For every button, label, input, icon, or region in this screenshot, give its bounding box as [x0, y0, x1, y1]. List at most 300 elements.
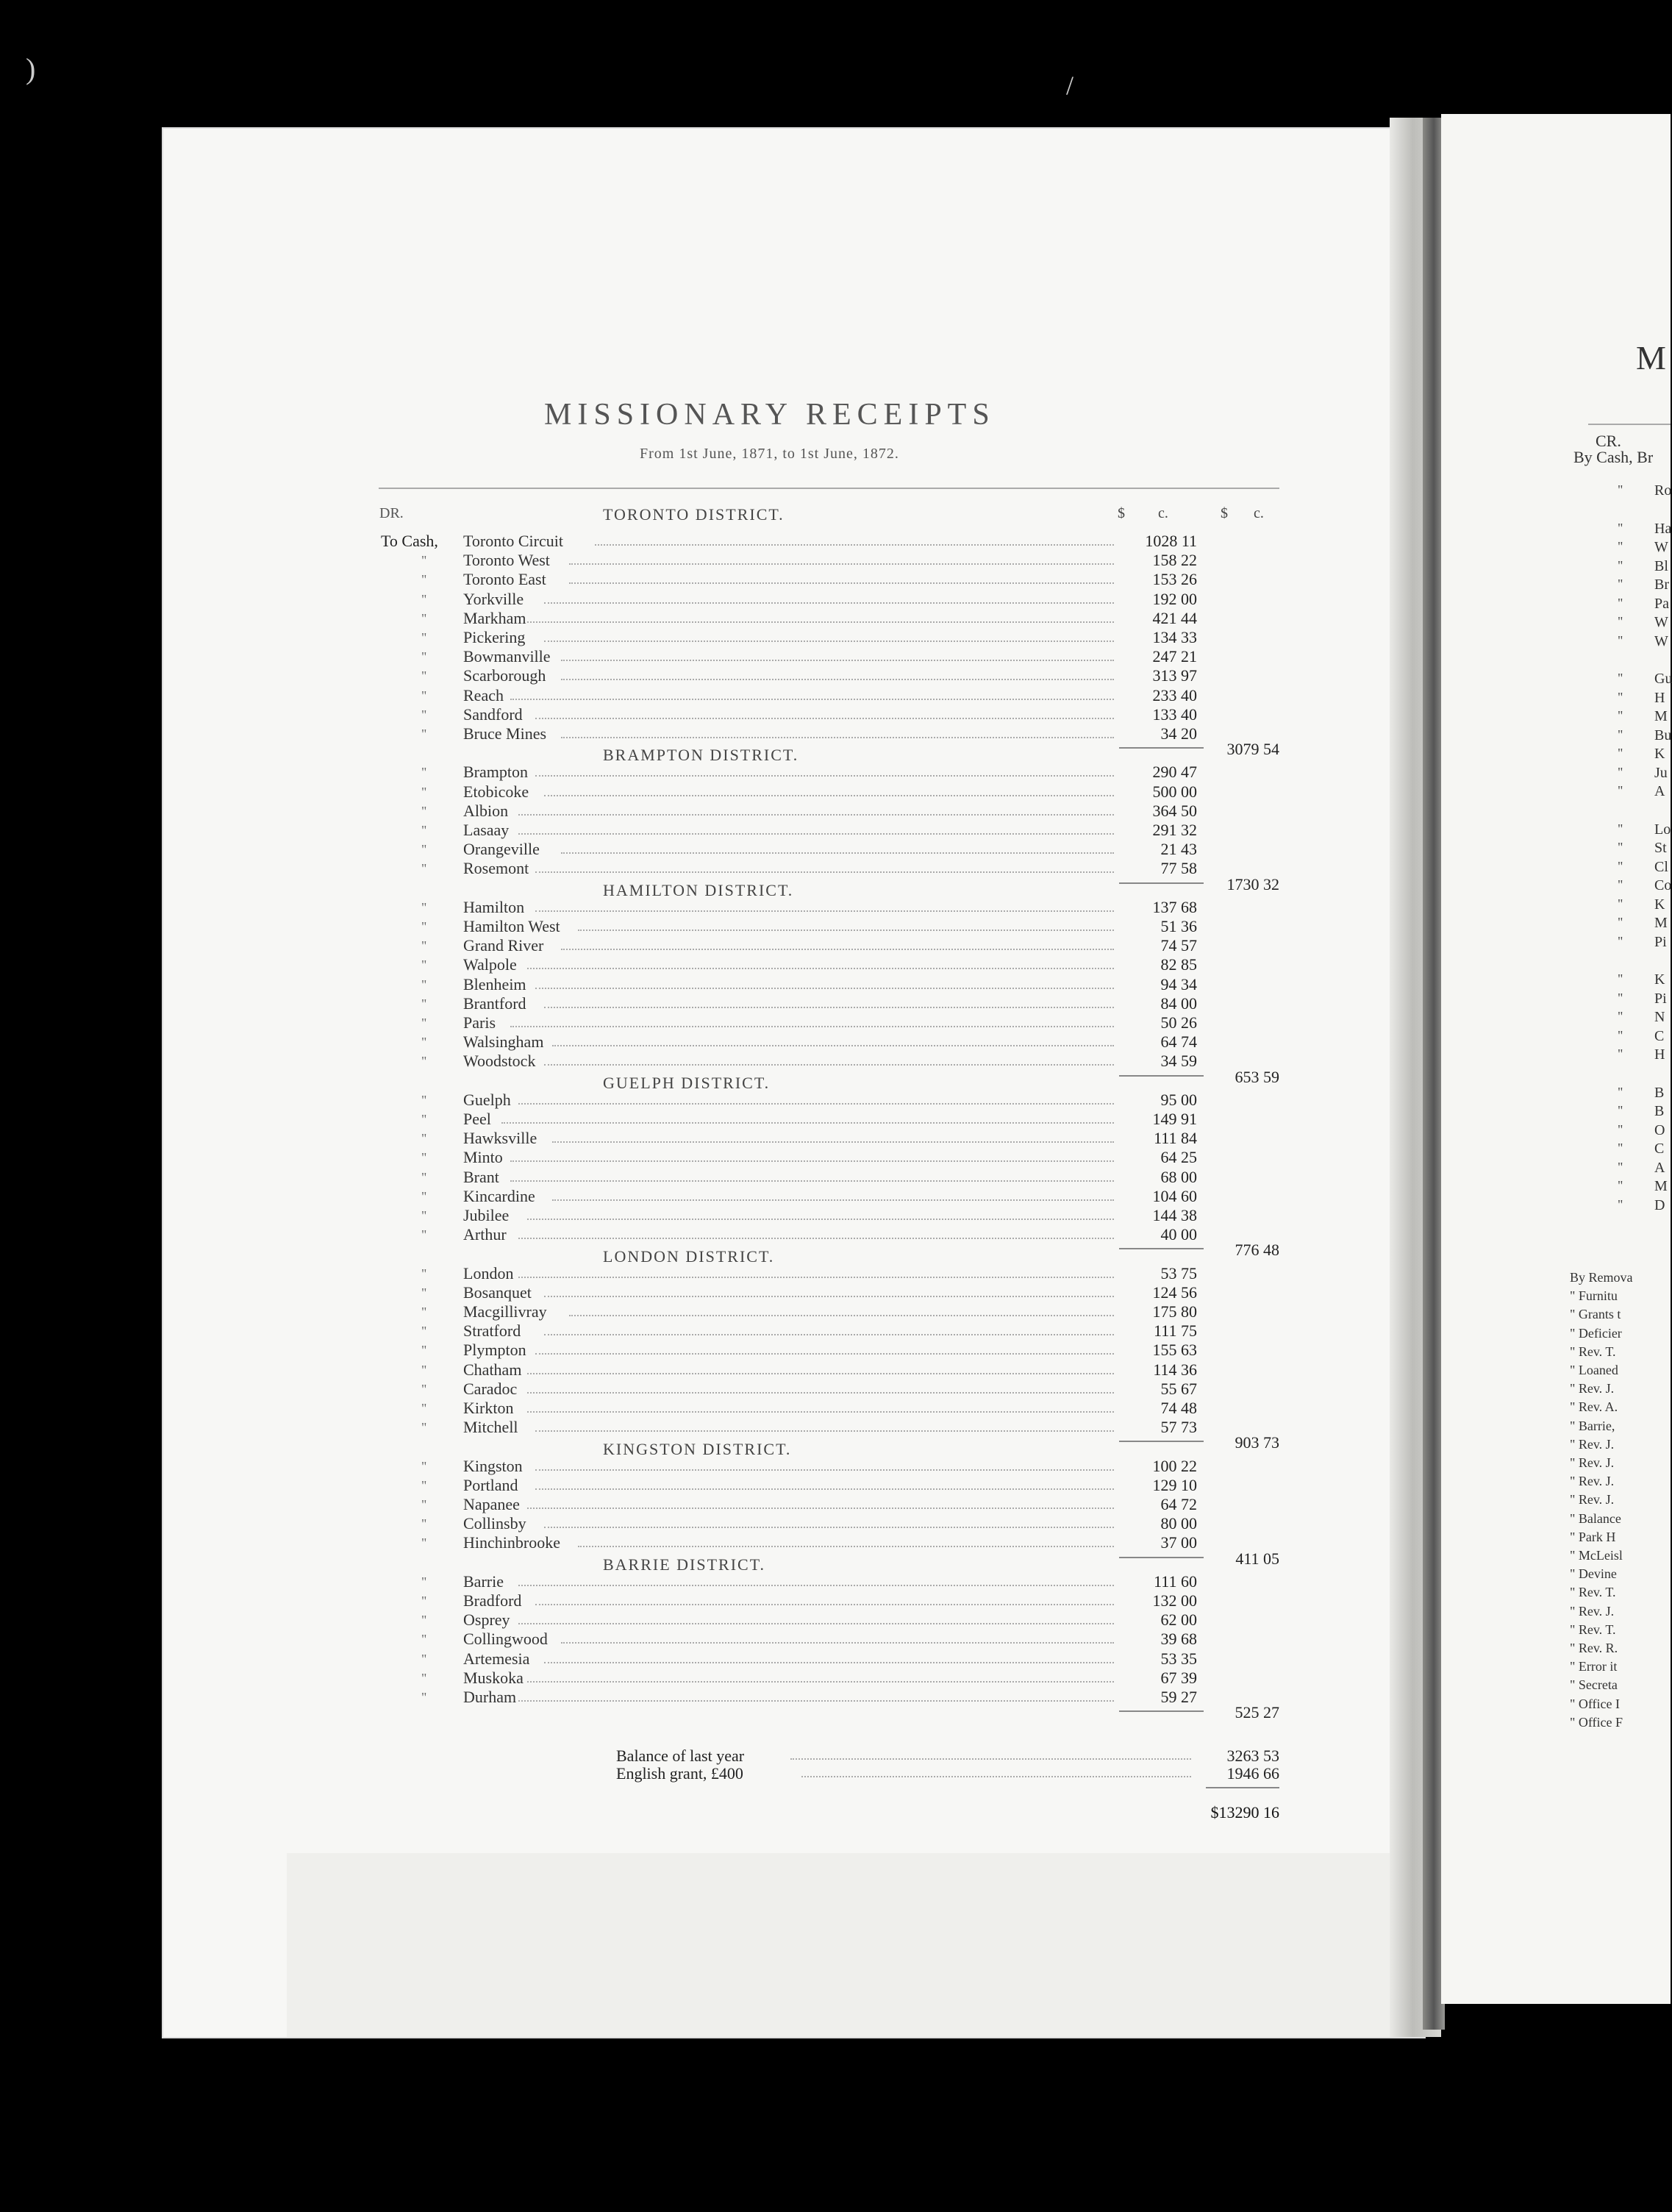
circuit-name: Artemesia — [463, 1649, 530, 1668]
ledger-row — [0, 1611, 1323, 1629]
circuit-name: Muskoka — [463, 1668, 524, 1687]
circuit-name: Yorkville — [463, 589, 524, 608]
dot-leader — [527, 1506, 1115, 1509]
right-entry-fragment: Ha — [1654, 520, 1672, 537]
district-heading: HAMILTON DISTRICT. — [603, 880, 794, 899]
circuit-amount: 74 57 — [1160, 936, 1197, 955]
circuit-amount: 175 80 — [1152, 1302, 1197, 1321]
ditto-mark: " — [421, 996, 427, 1011]
ledger-row — [0, 706, 1323, 724]
circuit-amount: 74 48 — [1160, 1399, 1197, 1417]
right-entry-fragment: Cl — [1654, 858, 1668, 875]
dot-leader — [561, 1641, 1115, 1644]
ditto-mark: " — [421, 899, 427, 915]
circuit-name: Guelph — [463, 1090, 511, 1109]
circuit-amount: 64 72 — [1160, 1495, 1197, 1513]
dot-leader — [510, 1024, 1115, 1027]
circuit-amount: 68 00 — [1160, 1167, 1197, 1186]
ledger-row — [0, 1399, 1323, 1417]
ledger-row — [0, 667, 1323, 685]
dot-leader — [535, 1602, 1114, 1605]
page-bottom-area — [287, 1853, 1390, 2037]
circuit-name: Walsingham — [463, 1032, 544, 1052]
ditto-mark: " — [421, 1477, 427, 1493]
right-entry-fragment: H — [1654, 1046, 1665, 1063]
circuit-name: Blenheim — [463, 974, 526, 993]
right-entry-fragment: C — [1654, 1027, 1665, 1044]
grant-row — [0, 1764, 1323, 1782]
ditto-mark: " — [421, 1188, 427, 1204]
right-lower-line: " Furnitu — [1570, 1288, 1618, 1304]
ledger-row — [0, 591, 1323, 608]
circuit-amount: 104 60 — [1152, 1186, 1197, 1205]
dot-leader — [510, 1179, 1115, 1182]
right-lower-line: " Devine — [1570, 1566, 1617, 1582]
right-lower-line: " Deficier — [1570, 1325, 1622, 1341]
right-entry-fragment: Ju — [1654, 764, 1668, 781]
right-lower-line: " Rev. R. — [1570, 1641, 1618, 1655]
ledger-row — [0, 1515, 1323, 1533]
ledger-row — [0, 1458, 1323, 1475]
circuit-amount: 364 50 — [1152, 801, 1197, 820]
ledger-row — [0, 1669, 1323, 1687]
ledger-row — [0, 783, 1323, 801]
ditto-mark: " — [421, 1208, 427, 1223]
right-entry-fragment: A — [1654, 1159, 1665, 1176]
ledger-row — [0, 918, 1323, 935]
circuit-name: Kingston — [463, 1456, 523, 1475]
cash-prefix: To Cash, — [381, 532, 438, 550]
circuit-amount: 94 34 — [1160, 974, 1197, 993]
ledger-row — [0, 1169, 1323, 1186]
circuit-amount: 67 39 — [1160, 1668, 1197, 1687]
subtotal-rule — [1119, 882, 1204, 884]
ditto-mark: " — [1618, 632, 1623, 648]
circuit-amount: 153 26 — [1152, 570, 1197, 589]
ledger-row — [0, 860, 1323, 877]
dot-leader — [544, 601, 1115, 604]
ditto-mark: " — [421, 1632, 427, 1647]
circuit-amount: 62 00 — [1160, 1610, 1197, 1630]
district-total: 903 73 — [1235, 1433, 1279, 1452]
ditto-mark: " — [1618, 1027, 1623, 1043]
circuit-name: Scarborough — [463, 666, 546, 685]
circuit-amount: 111 75 — [1154, 1321, 1197, 1341]
right-entry-fragment: H — [1654, 689, 1665, 706]
circuit-name: Woodstock — [463, 1052, 536, 1071]
circuit-name: Brant — [463, 1167, 499, 1186]
ditto-mark: " — [421, 957, 427, 973]
circuit-name: Etobicoke — [463, 782, 529, 801]
circuit-name: Bosanquet — [463, 1282, 532, 1302]
circuit-amount: 500 00 — [1152, 782, 1197, 801]
right-entry-fragment: K — [1654, 971, 1665, 988]
ledger-row — [0, 1188, 1323, 1205]
ledger-row — [0, 552, 1323, 569]
circuit-name: Macgillivray — [463, 1302, 547, 1321]
dot-leader — [527, 1371, 1115, 1374]
circuit-amount: 132 00 — [1152, 1591, 1197, 1610]
right-entry-fragment: O — [1654, 1121, 1665, 1138]
ledger-row — [0, 1650, 1323, 1668]
right-lower-line: " Loaned — [1570, 1363, 1618, 1377]
right-lower-line: " Rev. J. — [1570, 1381, 1615, 1396]
right-lower-line: " Balance — [1570, 1510, 1621, 1526]
dot-leader — [518, 1102, 1114, 1105]
dot-leader — [535, 1468, 1114, 1471]
dot-leader — [510, 1159, 1115, 1162]
ledger-row — [0, 1477, 1323, 1494]
circuit-name: Bradford — [463, 1591, 522, 1610]
ditto-mark: " — [421, 1362, 427, 1377]
ditto-mark: " — [1618, 1046, 1623, 1061]
right-lower-line: " Rev. T. — [1570, 1585, 1616, 1600]
right-entry-fragment: Lo — [1654, 821, 1671, 838]
right-entry-fragment: Co — [1654, 877, 1672, 893]
ledger-row — [0, 1419, 1323, 1436]
circuit-amount: 77 58 — [1160, 859, 1197, 878]
dot-leader — [535, 986, 1114, 989]
circuit-amount: 84 00 — [1160, 993, 1197, 1013]
right-lower-line: " McLeisl — [1570, 1548, 1623, 1563]
ditto-mark: " — [421, 1285, 427, 1300]
dot-leader — [552, 1198, 1114, 1201]
ditto-mark: " — [1618, 858, 1623, 874]
dot-leader — [535, 1429, 1114, 1432]
dot-leader — [535, 1487, 1114, 1490]
ledger-row — [0, 899, 1323, 916]
subtotal-rule — [1119, 747, 1204, 749]
circuit-name: Brampton — [463, 763, 528, 782]
district-total: 411 05 — [1235, 1549, 1279, 1568]
ledger-row — [0, 1496, 1323, 1513]
ledger-row — [0, 687, 1323, 704]
ditto-mark: " — [421, 1305, 427, 1319]
circuit-amount: 34 59 — [1160, 1052, 1197, 1071]
scan-artifact: / — [1066, 71, 1074, 100]
circuit-amount: 59 27 — [1160, 1688, 1197, 1706]
dot-leader — [790, 1757, 1191, 1760]
ditto-mark: " — [1618, 1121, 1623, 1137]
circuit-amount: 192 00 — [1152, 589, 1197, 608]
ditto-mark: " — [1618, 990, 1623, 1005]
dot-leader — [569, 562, 1114, 565]
circuit-name: Osprey — [463, 1610, 510, 1630]
dot-leader — [527, 1217, 1115, 1220]
dot-leader — [518, 1236, 1114, 1239]
ledger-row — [0, 629, 1323, 646]
scan-artifact: ) — [26, 52, 36, 85]
circuit-name: Plympton — [463, 1341, 526, 1360]
ditto-mark: " — [1618, 1141, 1623, 1155]
ledger-row — [0, 1207, 1323, 1224]
ledger-row — [0, 648, 1323, 666]
circuit-amount: 291 32 — [1152, 821, 1197, 839]
ledger-row — [0, 610, 1323, 627]
ditto-mark: " — [421, 1343, 427, 1358]
ledger-row — [0, 802, 1323, 820]
ledger-row — [0, 1226, 1323, 1244]
balance-amount: 3263 53 — [1226, 1747, 1279, 1765]
balance-label: Balance of last year — [616, 1747, 745, 1765]
ledger-row — [0, 976, 1323, 993]
right-lower-line: By Remova — [1570, 1270, 1633, 1285]
ditto-mark: " — [421, 1651, 427, 1666]
ditto-mark: " — [1618, 764, 1623, 779]
dot-leader — [801, 1774, 1191, 1777]
dot-leader — [518, 1621, 1114, 1624]
district-total: 3079 54 — [1226, 740, 1279, 759]
circuit-name: Jubilee — [463, 1206, 510, 1224]
circuit-name: Walpole — [463, 955, 517, 974]
dot-leader — [561, 947, 1115, 950]
circuit-name: Caradoc — [463, 1379, 518, 1398]
circuit-amount: 290 47 — [1152, 763, 1197, 782]
ditto-mark: " — [421, 823, 427, 838]
ditto-mark: " — [421, 861, 427, 877]
ledger-row — [0, 821, 1323, 839]
dot-leader — [544, 639, 1115, 642]
ditto-mark: " — [421, 630, 427, 645]
circuit-name: London — [463, 1263, 514, 1282]
header-rule — [379, 488, 1279, 489]
balance-row — [0, 1747, 1323, 1764]
ledger-row — [0, 1091, 1323, 1109]
right-lower-line: " Rev. J. — [1570, 1455, 1615, 1470]
circuit-amount: 133 40 — [1152, 704, 1197, 724]
ledger-row — [0, 1265, 1323, 1282]
ditto-mark: " — [1618, 746, 1623, 760]
totals-dollars-head: $ — [1221, 505, 1228, 521]
ledger-row — [0, 1284, 1323, 1302]
page-subtitle: From 1st June, 1871, to 1st June, 1872. — [640, 446, 899, 462]
circuit-name: Durham — [463, 1688, 517, 1706]
ledger-row — [0, 763, 1323, 781]
right-page-title: M — [1636, 339, 1666, 377]
ledger-row — [0, 1688, 1323, 1706]
right-cash-line: By Cash, Br — [1573, 448, 1654, 466]
dot-leader — [544, 1332, 1115, 1335]
circuit-amount: 64 74 — [1160, 1032, 1197, 1052]
ditto-mark: " — [421, 1324, 427, 1339]
right-entry-fragment: C — [1654, 1141, 1665, 1157]
circuit-name: Sandford — [463, 704, 523, 724]
right-entry-fragment: M — [1654, 1178, 1668, 1194]
right-entry-fragment: D — [1654, 1196, 1665, 1213]
dot-leader — [569, 581, 1114, 584]
circuit-amount: 80 00 — [1160, 1514, 1197, 1533]
right-entry-fragment: W — [1654, 539, 1668, 555]
circuit-name: Kincardine — [463, 1186, 535, 1205]
circuit-name: Stratford — [463, 1321, 521, 1341]
page-title: MISSIONARY RECEIPTS — [544, 398, 996, 432]
right-entry-fragment: M — [1654, 915, 1668, 931]
right-lower-line: " Grants t — [1570, 1307, 1621, 1322]
ditto-mark: " — [421, 688, 427, 703]
dot-leader — [535, 870, 1114, 873]
ditto-mark: " — [421, 1516, 427, 1532]
totals-cents-head: c. — [1254, 505, 1264, 521]
right-lower-line: " Rev. J. — [1570, 1436, 1615, 1452]
ditto-mark: " — [1618, 840, 1623, 855]
circuit-amount: 51 36 — [1160, 917, 1197, 935]
circuit-name: Arthur — [463, 1225, 507, 1244]
ditto-mark: " — [421, 649, 427, 665]
ditto-mark: " — [421, 1574, 427, 1589]
grand-total: $13290 16 — [1210, 1803, 1279, 1822]
circuit-name: Kirkton — [463, 1399, 514, 1417]
circuit-name: Albion — [463, 801, 509, 820]
dot-leader — [535, 909, 1114, 912]
ditto-mark: " — [421, 1670, 427, 1685]
right-lower-line: " Park H — [1570, 1529, 1616, 1544]
ditto-mark: " — [421, 610, 427, 626]
ditto-mark: " — [421, 1401, 427, 1416]
ledger-row — [0, 956, 1323, 974]
circuit-amount: 134 33 — [1152, 628, 1197, 646]
ditto-mark: " — [1618, 671, 1623, 685]
circuit-amount: 57 73 — [1160, 1418, 1197, 1437]
ledger-row — [0, 1380, 1323, 1398]
circuit-amount: 149 91 — [1152, 1110, 1197, 1128]
circuit-amount: 39 68 — [1160, 1630, 1197, 1649]
ledger-row — [0, 995, 1323, 1013]
right-lower-line: " Office F — [1570, 1714, 1623, 1730]
dot-leader — [518, 1275, 1114, 1278]
district-heading: LONDON DISTRICT. — [603, 1246, 775, 1266]
dr-label: DR. — [379, 505, 404, 521]
dot-leader — [518, 1699, 1114, 1702]
circuit-amount: 111 84 — [1154, 1129, 1197, 1148]
ledger-row — [0, 1110, 1323, 1128]
grant-amount: 1946 66 — [1226, 1764, 1279, 1783]
ditto-mark: " — [421, 668, 427, 684]
circuit-name: Grand River — [463, 936, 544, 955]
ditto-mark: " — [1618, 933, 1623, 949]
ditto-mark: " — [421, 1458, 427, 1474]
ledger-row — [0, 1033, 1323, 1051]
ditto-mark: " — [1618, 577, 1623, 591]
ledger-row — [0, 725, 1323, 743]
dollars-column-head: $ — [1118, 505, 1125, 521]
ditto-mark: " — [1618, 1178, 1623, 1193]
dot-leader — [527, 1410, 1115, 1413]
circuit-amount: 53 75 — [1160, 1263, 1197, 1282]
circuit-amount: 247 21 — [1152, 647, 1197, 666]
circuit-name: Pickering — [463, 628, 526, 646]
ledger-row — [0, 1303, 1323, 1321]
circuit-amount: 129 10 — [1152, 1475, 1197, 1494]
right-entry-fragment: B — [1654, 1103, 1665, 1119]
circuit-amount: 100 22 — [1152, 1456, 1197, 1475]
right-entry-fragment: Ro — [1654, 482, 1672, 499]
grant-label: English grant, £400 — [616, 1764, 743, 1783]
ledger-row — [0, 571, 1323, 588]
district-heading: GUELPH DISTRICT. — [603, 1073, 771, 1092]
grand-total-rule — [1206, 1787, 1279, 1788]
ditto-mark: " — [1618, 727, 1623, 742]
ledger-row — [0, 1130, 1323, 1147]
circuit-name: Toronto West — [463, 551, 550, 570]
dot-leader — [544, 1063, 1115, 1066]
circuit-name: Barrie — [463, 1571, 504, 1591]
ledger-row — [0, 1052, 1323, 1070]
circuit-amount: 40 00 — [1160, 1225, 1197, 1244]
subtotal-rule — [1119, 1557, 1204, 1558]
right-entry-fragment: M — [1654, 708, 1668, 724]
ditto-mark: " — [1618, 689, 1623, 704]
circuit-amount: 158 22 — [1152, 551, 1197, 570]
right-entry-fragment: N — [1654, 1009, 1665, 1025]
ditto-mark: " — [421, 1131, 427, 1146]
circuit-amount: 233 40 — [1152, 685, 1197, 704]
dot-leader — [578, 928, 1115, 931]
right-page — [1441, 114, 1671, 2004]
dot-leader — [527, 620, 1115, 623]
dot-leader — [535, 716, 1114, 719]
dot-leader — [544, 1005, 1115, 1008]
circuit-amount: 1028 11 — [1145, 532, 1197, 550]
circuit-name: Minto — [463, 1148, 503, 1167]
dot-leader — [561, 735, 1115, 738]
ditto-mark: " — [421, 1420, 427, 1435]
circuit-amount: 313 97 — [1152, 666, 1197, 685]
subtotal-rule — [1119, 1441, 1204, 1442]
ditto-mark: " — [1618, 971, 1623, 986]
ledger-row — [0, 532, 1323, 550]
circuit-name: Hamilton — [463, 897, 525, 916]
district-total: 776 48 — [1235, 1241, 1279, 1260]
dot-leader — [595, 543, 1115, 546]
right-lower-line: " Rev. J. — [1570, 1603, 1615, 1619]
circuit-amount: 421 44 — [1152, 608, 1197, 627]
ditto-mark: " — [421, 784, 427, 799]
ledger-row — [0, 1014, 1323, 1032]
ditto-mark: " — [1618, 708, 1623, 723]
circuit-name: Toronto Circuit — [463, 532, 563, 550]
circuit-name: Lasaay — [463, 821, 510, 839]
circuit-name: Peel — [463, 1110, 491, 1128]
right-entry-fragment: Pi — [1654, 933, 1667, 950]
ditto-mark: " — [421, 1497, 427, 1512]
dot-leader — [518, 1583, 1114, 1586]
ditto-mark: " — [421, 1266, 427, 1281]
right-lower-line: " Error it — [1570, 1659, 1618, 1674]
ditto-mark: " — [421, 707, 427, 722]
right-lower-line: " Rev. A. — [1570, 1399, 1618, 1415]
dot-leader — [544, 1660, 1115, 1663]
ditto-mark: " — [421, 1035, 427, 1050]
right-entry-fragment: Gu — [1654, 671, 1672, 687]
ditto-mark: " — [421, 727, 427, 741]
circuit-amount: 82 85 — [1160, 955, 1197, 974]
cents-column-head: c. — [1158, 505, 1168, 521]
circuit-name: Chatham — [463, 1360, 522, 1379]
right-lower-line: " Rev. J. — [1570, 1474, 1615, 1489]
ditto-mark: " — [421, 1594, 427, 1608]
ditto-mark: " — [1618, 1009, 1623, 1024]
district-heading: TORONTO DISTRICT. — [603, 505, 785, 524]
dot-leader — [561, 677, 1115, 680]
circuit-amount: 155 63 — [1152, 1341, 1197, 1360]
dot-leader — [527, 1391, 1115, 1394]
right-entry-fragment: K — [1654, 896, 1665, 913]
ditto-mark: " — [421, 1112, 427, 1127]
circuit-amount: 34 20 — [1160, 724, 1197, 743]
right-header-rule — [1588, 424, 1671, 425]
ditto-mark: " — [421, 1227, 427, 1243]
subtotal-rule — [1119, 1710, 1204, 1712]
